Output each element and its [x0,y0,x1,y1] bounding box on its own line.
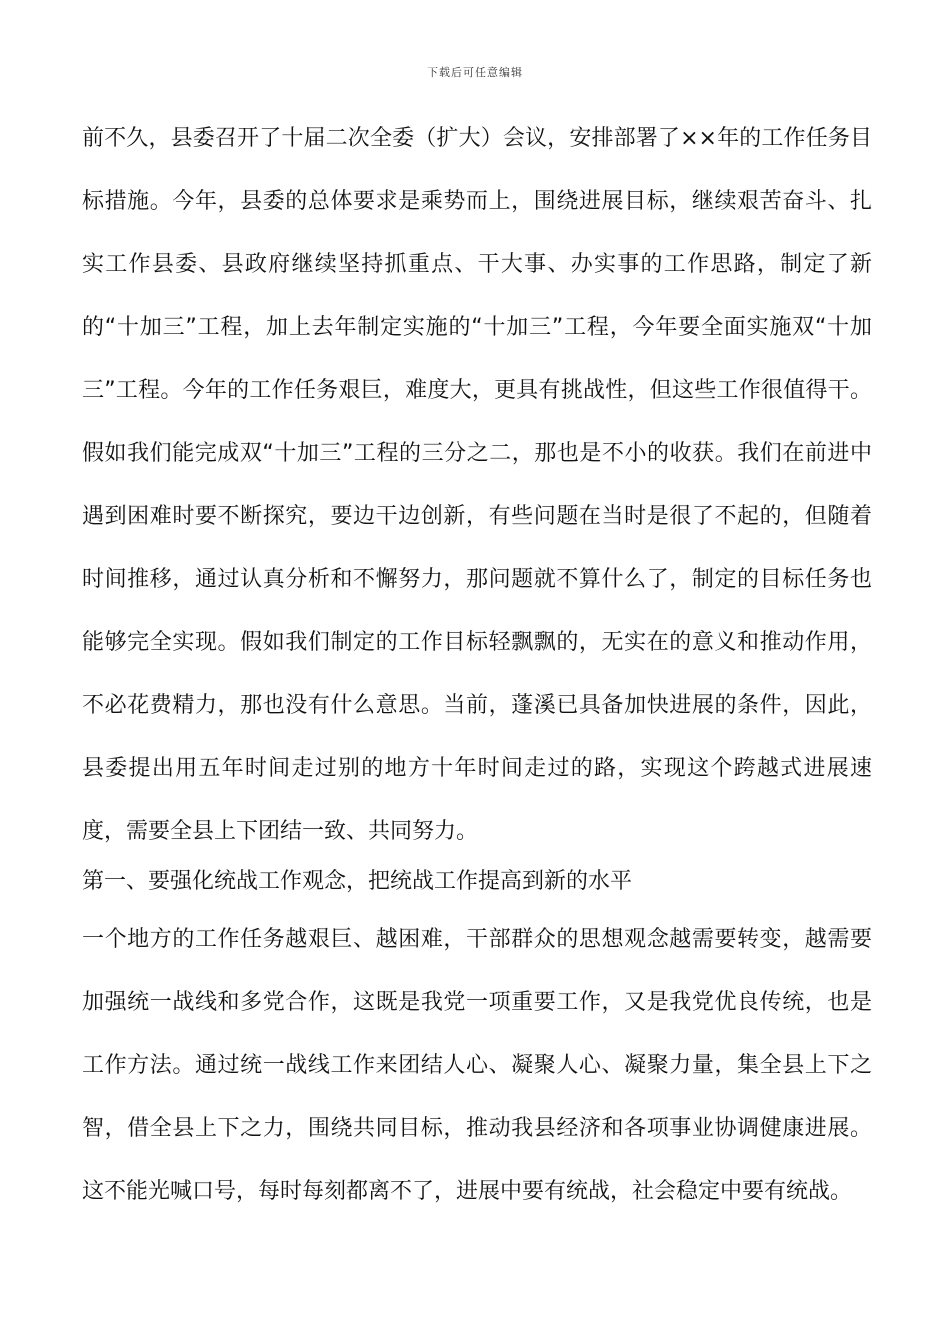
paragraph-1: 前不久，县委召开了十届二次全委（扩大）会议，安排部署了××年的工作任务目标措施。今年，县委的总体要求是乘势而上，围绕进展目标，继续艰苦奋斗、扎实工作县委、县政府继续坚持抓重点、干大事、办实事的工作思路，制定了新的“十加三”工程，加上去年制定实施的“十加三”工程，今年要全面实施双“十加三”工程。今年的工作任务艰巨，难度大，更具有挑战性，但这些工作很值得干。假如我们能完成双“十加三”工程的三分之二，那也是不小的收获。我们在前进中遇到困难时要不断探究，要边干边创新，有些问题在当时是很了不起的，但随着时间推移，通过认真分析和不懈努力，那问题就不算什么了，制定的目标任务也能够完全实现。假如我们制定的工作目标轻飘飘的，无实在的意义和推动作用，不必花费精力，那也没有什么意思。当前，蓬溪已具备加快进展的条件，因此，县委提出用五年时间走过别的地方十年时间走过的路，实现这个跨越式进展速度，需要全县上下团结一致、共同努力。 [82,126,872,844]
paragraph-2: 一个地方的工作任务越艰巨、越困难，干部群众的思想观念越需要转变，越需要加强统一战线和多党合作，这既是我党一项重要工作，又是我党优良传统，也是工作方法。通过统一战线工作来团结人心、凝聚人心、凝聚力量，集全县上下之智，借全县上下之力，围绕共同目标，推动我县经济和各项事业协调健康进展。这不能光喊口号，每时每刻都离不了，进展中要有统战，社会稳定中要有统战。 [82,927,872,1204]
section-heading: 第一、要强化统战工作观念，把统战工作提高到新的水平 [82,869,633,894]
header-note: 下载后可任意编辑 [427,66,523,79]
